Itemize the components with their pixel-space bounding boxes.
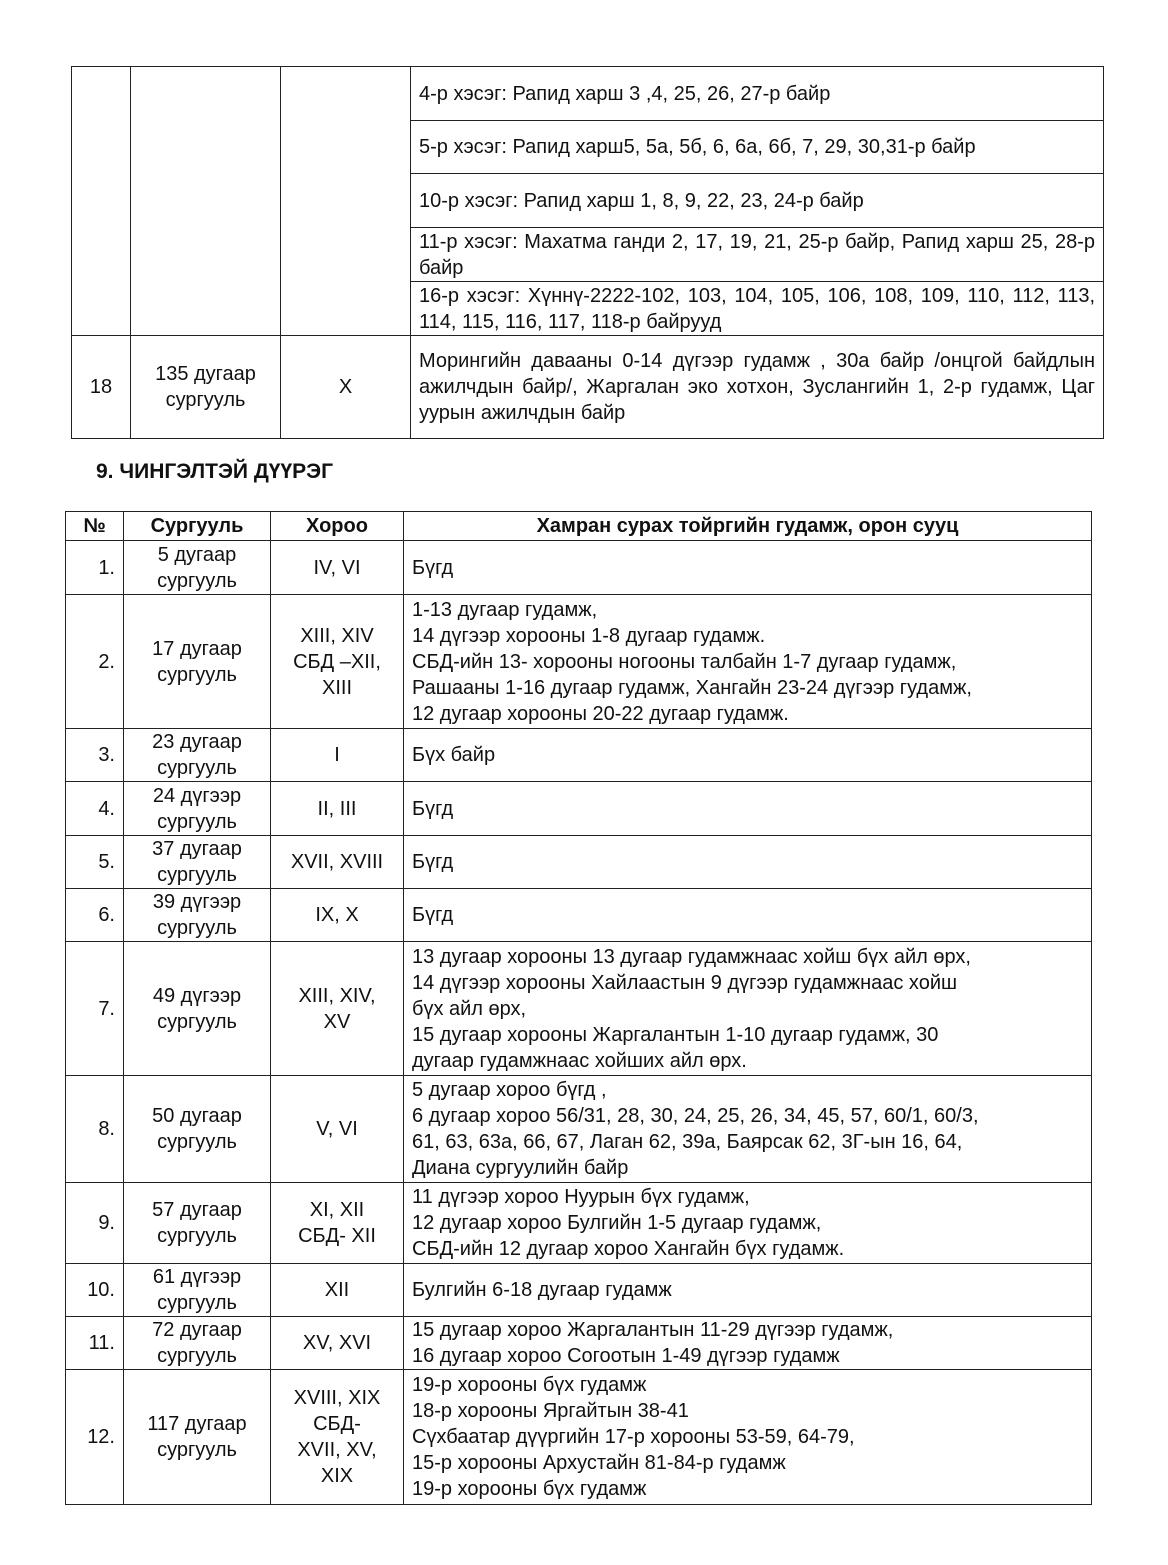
- khoroo-cell: [271, 1264, 404, 1317]
- area-line: СБД-ийн 12 дугаар хороо Хангайн бүх гудамж.: [412, 1238, 845, 1260]
- header-school: Сургууль: [124, 512, 271, 541]
- area-line: Бүгд: [412, 851, 454, 873]
- area-cell: 10-р хэсэг: Рапид харш 1, 8, 9, 22, 23, 24-р байр: [411, 174, 1104, 228]
- khoroo-cell: [271, 889, 404, 942]
- area-line: 19-р хорооны бүх гудамж: [412, 1478, 647, 1500]
- area-line: Булгийн 6-18 дугаар гудамж: [412, 1279, 672, 1301]
- area-line: 16 дугаар хороо Согоотын 1-49 дүгээр гудамж: [412, 1345, 840, 1367]
- khoroo-line: I: [334, 744, 340, 766]
- khoroo-cell: [271, 1076, 404, 1183]
- khoroo-line: XV, XVI: [302, 1332, 372, 1354]
- area-line: Бүгд: [412, 797, 454, 820]
- school-cell: [124, 1183, 271, 1264]
- school-cell: [124, 1370, 271, 1505]
- area-cell: [404, 782, 1092, 836]
- num-cell: 7.: [66, 942, 124, 1076]
- area-cell: [404, 1317, 1092, 1370]
- khoroo-cell: [271, 782, 404, 836]
- school-line: сургууль: [157, 1292, 237, 1314]
- khoroo-line: XIII: [321, 676, 352, 699]
- khoroo-cell: [271, 729, 404, 782]
- school-line: 5 дугаар: [157, 543, 237, 566]
- school-cell: [124, 889, 271, 942]
- area-line: 14 дүгээр хорооны 1-8 дугаар гудамж.: [412, 624, 766, 647]
- area-line: 14 дүгээр хорооны Хайлаастын 9 дүгээр гудамжнаас хойш: [412, 971, 958, 994]
- khoroo-line: XVII, XVIII: [290, 851, 384, 873]
- area-line: 19-р хорооны бүх гудамж: [412, 1374, 647, 1396]
- school-line: сургууль: [157, 1131, 237, 1153]
- school-cell: 135 дугаар сургууль: [131, 336, 281, 439]
- table-row: [66, 1264, 1092, 1317]
- khoroo-cell: [271, 541, 404, 595]
- section-heading: 9. ЧИНГЭЛТЭЙ ДҮҮРЭГ: [96, 460, 334, 483]
- school-line: 24 дүгээр: [152, 784, 242, 807]
- area-cell: [404, 1370, 1092, 1505]
- school-line: 17 дугаар: [152, 637, 242, 660]
- area-cell: [404, 942, 1092, 1076]
- school-line: сургууль: [157, 757, 237, 779]
- khoroo-line: XIX: [320, 1465, 354, 1487]
- school-cell: [124, 1264, 271, 1317]
- table-row: [66, 1183, 1092, 1264]
- school-line: сургууль: [157, 663, 237, 686]
- school-cell: [131, 67, 281, 336]
- num-cell: 3.: [66, 729, 124, 782]
- school-line: сургууль: [157, 569, 237, 592]
- school-cell: [124, 836, 271, 889]
- area-line: 15-р хорооны Архустайн 81-84-р гудамж: [412, 1452, 786, 1474]
- khoroo-cell: [271, 595, 404, 729]
- khoroo-line: XV: [323, 1010, 351, 1033]
- area-cell: 11-р хэсэг: Махатма ганди 2, 17, 19, 21, 25-р байр, Рапид харш 25, 28-р байр: [411, 228, 1104, 282]
- area-cell: [404, 1264, 1092, 1317]
- area-line: бүх айл өрх,: [412, 997, 527, 1020]
- school-line: сургууль: [157, 1010, 237, 1033]
- school-cell: [124, 942, 271, 1076]
- khoroo-line: СБД-: [313, 1413, 361, 1435]
- school-line: сургууль: [157, 1439, 237, 1461]
- num-cell: 6.: [66, 889, 124, 942]
- khoroo-line: II, III: [317, 797, 357, 820]
- area-line: 5 дугаар хороо бүгд ,: [412, 1079, 607, 1101]
- school-line: 57 дугаар: [152, 1199, 242, 1221]
- school-cell: [124, 1076, 271, 1183]
- header-khoroo: Хороо: [271, 512, 404, 541]
- school-cell: [124, 541, 271, 595]
- table-row: [66, 836, 1092, 889]
- table-row: [66, 595, 1092, 729]
- khoroo-cell: [271, 1370, 404, 1505]
- area-cell: Морингийн давааны 0-14 дүгээр гудамж , 30а байр /онцгой байдлын ажилчдын байр/, Жаргалан эко хотхон, Зуслангийн 1, 2-р гудамж, Цаг уурын ажилчдын байр: [411, 336, 1104, 439]
- area-cell: 16-р хэсэг: Хүннү-2222-102, 103, 104, 105, 106, 108, 109, 110, 112, 113, 114, 115, 116, 117, 118-р байрууд: [411, 282, 1104, 336]
- table-row: [66, 1370, 1092, 1505]
- school-line: 23 дугаар: [152, 731, 242, 753]
- area-line: Бүгд: [412, 904, 454, 926]
- khoroo-line: XVII, XV,: [297, 1439, 377, 1461]
- area-cell: [404, 836, 1092, 889]
- area-cell: [404, 729, 1092, 782]
- num-cell: 4.: [66, 782, 124, 836]
- khoroo-cell: [271, 836, 404, 889]
- table-row: [66, 729, 1092, 782]
- num-cell: 1.: [66, 541, 124, 595]
- area-line: 11 дүгээр хороо Нуурын бүх гудамж,: [412, 1186, 750, 1208]
- top-table: [71, 66, 1104, 439]
- area-line: 15 дугаар хороо Жаргалантын 11-29 дүгээр гудамж,: [412, 1319, 894, 1341]
- area-line: Рашааны 1-16 дугаар гудамж, Хангайн 23-24 дүгээр гудамж,: [412, 676, 972, 699]
- area-cell: [404, 889, 1092, 942]
- khoroo-cell: [271, 1183, 404, 1264]
- school-line: сургууль: [157, 1345, 237, 1367]
- num-cell: 5.: [66, 836, 124, 889]
- school-cell: [124, 782, 271, 836]
- area-line: 61, 63, 63а, 66, 67, Лаган 62, 39а, Баярсак 62, 3Г-ын 16, 64,: [412, 1131, 963, 1153]
- school-line: сургууль: [157, 1225, 237, 1247]
- area-cell: 4-р хэсэг: Рапид харш 3 ,4, 25, 26, 27-р байр: [411, 67, 1104, 121]
- area-line: 6 дугаар хороо 56/31, 28, 30, 24, 25, 26, 34, 45, 57, 60/1, 60/3,: [412, 1105, 979, 1127]
- area-line: 15 дугаар хорооны Жаргалантын 1-10 дугаар гудамж, 30: [412, 1023, 939, 1046]
- header-row: [66, 512, 1092, 541]
- school-line: 37 дугаар: [152, 838, 242, 860]
- khoroo-line: XII: [324, 1279, 350, 1301]
- table-row: [66, 1076, 1092, 1183]
- num-cell: 10.: [66, 1264, 124, 1317]
- area-cell: [404, 595, 1092, 729]
- school-line: 50 дугаар: [152, 1105, 242, 1127]
- school-cell: [124, 1317, 271, 1370]
- num-cell: 12.: [66, 1370, 124, 1505]
- area-line: Диана сургуулийн байр: [412, 1157, 629, 1179]
- area-line: Бүгд: [412, 556, 454, 579]
- table-row: [66, 889, 1092, 942]
- school-line: 72 дугаар: [152, 1319, 242, 1341]
- num-cell: 8.: [66, 1076, 124, 1183]
- area-line: 13 дугаар хорооны 13 дугаар гудамжнаас хойш бүх айл өрх,: [412, 945, 971, 968]
- khoroo-line: V, VI: [316, 1118, 358, 1140]
- khoroo-cell: [281, 67, 411, 336]
- khoroo-line: XIII, XIV,: [298, 984, 376, 1007]
- area-line: СБД-ийн 13- хорооны ногооны талбайн 1-7 дугаар гудамж,: [412, 650, 957, 673]
- num-cell: [72, 67, 131, 336]
- area-line: Бүх байр: [412, 744, 496, 766]
- khoroo-line: СБД- XII: [298, 1225, 376, 1247]
- khoroo-line: XIII, XIV: [300, 624, 374, 647]
- area-line: 12 дугаар хороо Булгийн 1-5 дугаар гудамж,: [412, 1212, 822, 1234]
- table-row: [72, 336, 1104, 439]
- num-cell: 18: [72, 336, 131, 439]
- khoroo-line: XI, XII: [309, 1199, 365, 1221]
- khoroo-line: IV, VI: [313, 556, 361, 579]
- header-area: Хамран сурах тойргийн гудамж, орон сууц: [404, 512, 1092, 541]
- area-line: 1-13 дугаар гудамж,: [412, 598, 598, 621]
- school-line: 117 дугаар: [147, 1413, 247, 1435]
- area-line: дугаар гудамжнаас хойших айл өрх.: [412, 1049, 747, 1072]
- khoroo-cell: X: [281, 336, 411, 439]
- khoroo-line: IX, X: [315, 904, 359, 926]
- table-row: [72, 67, 1104, 121]
- header-num: №: [66, 512, 124, 541]
- school-line: сургууль: [157, 864, 237, 886]
- table-row: [66, 1317, 1092, 1370]
- khoroo-line: XVIII, XIX: [293, 1387, 381, 1409]
- district-table: [65, 511, 1092, 1505]
- school-cell: [124, 729, 271, 782]
- school-line: 49 дүгээр: [152, 984, 242, 1007]
- table-row: [66, 541, 1092, 595]
- school-line: сургууль: [157, 810, 237, 833]
- area-cell: [404, 1183, 1092, 1264]
- num-cell: 11.: [66, 1317, 124, 1370]
- area-cell: [404, 541, 1092, 595]
- khoroo-line: СБД –XII,: [293, 650, 381, 673]
- school-cell: [124, 595, 271, 729]
- area-cell: [404, 1076, 1092, 1183]
- area-cell: 5-р хэсэг: Рапид харш5, 5а, 5б, 6, 6а, 6б, 7, 29, 30,31-р байр: [411, 121, 1104, 174]
- school-line: сургууль: [157, 917, 237, 939]
- num-cell: 2.: [66, 595, 124, 729]
- table-row: [66, 942, 1092, 1076]
- area-line: 12 дугаар хорооны 20-22 дугаар гудамж.: [412, 702, 789, 725]
- area-line: Сүхбаатар дүүргийн 17-р хорооны 53-59, 64-79,: [412, 1426, 855, 1448]
- khoroo-cell: [271, 1317, 404, 1370]
- num-cell: 9.: [66, 1183, 124, 1264]
- khoroo-cell: [271, 942, 404, 1076]
- school-line: 61 дүгээр: [152, 1266, 242, 1288]
- table-row: [66, 782, 1092, 836]
- area-line: 18-р хорооны Яргайтын 38-41: [412, 1400, 689, 1422]
- school-line: 39 дүгээр: [152, 891, 242, 913]
